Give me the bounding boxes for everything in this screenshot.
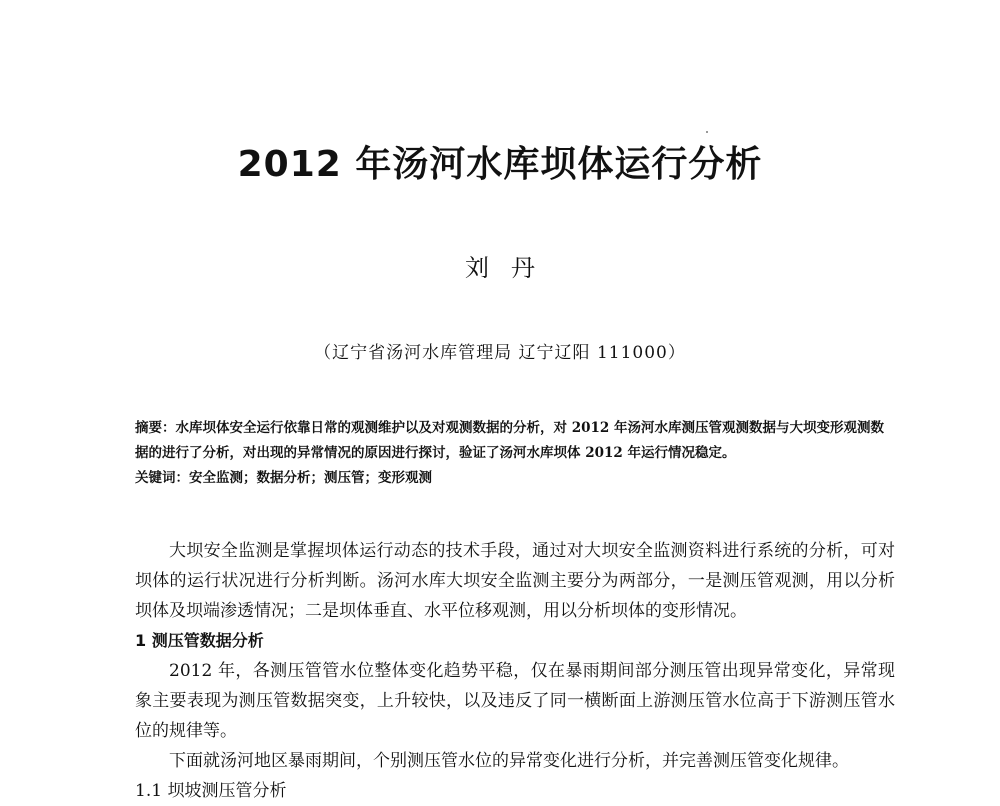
body-text <box>135 536 895 806</box>
abstract <box>135 416 895 466</box>
keywords-text: 安全监测；数据分析；测压管；变形观测 <box>189 470 432 486</box>
body-paragraph: 下面就汤河地区暴雨期间，个别测压管水位的异常变化进行分析，并完善测压管变化规律。 <box>169 751 849 771</box>
abstract-block <box>135 416 895 491</box>
subsection-heading: 1.1 坝坡测压管分析 <box>135 781 287 801</box>
author-name: 刘丹 <box>465 254 557 282</box>
keywords <box>135 466 895 491</box>
section-heading: 1 测压管数据分析 <box>135 631 264 650</box>
body-paragraph: 2012 年，各测压管管水位整体变化趋势平稳，仅在暴雨期间部分测压管出现异常变化，异常现象主要表现为测压管数据突变，上升较快，以及违反了同一横断面上游测压管水位高于下游测压管水位的规律等。 <box>135 661 895 741</box>
keywords-label: 关键词： <box>135 470 189 486</box>
intro-paragraph: 大坝安全监测是掌握坝体运行动态的技术手段，通过对大坝安全监测资料进行系统的分析，可对坝体的运行状况进行分析判断。汤河水库大坝安全监测主要分为两部分，一是测压管观测，用以分析坝体及坝端渗透情况；二是坝体垂直、水平位移观测，用以分析坝体的变形情况。 <box>135 541 895 621</box>
paper-title: 2012 年汤河水库坝体运行分析 <box>237 144 763 185</box>
scan-speck <box>706 131 708 133</box>
author-affiliation: （辽宁省汤河水库管理局 辽宁辽阳 111000） <box>314 343 686 363</box>
abstract-text: 水库坝体安全运行依靠日常的观测维护以及对观测数据的分析，对 2012 年汤河水库测压管观测数据与大坝变形观测数据的进行了分析，对出现的异常情况的原因进行探讨，验证了汤河水库坝体 2012 年运行情况稳定。 <box>135 420 884 461</box>
abstract-label: 摘要： <box>135 420 176 436</box>
